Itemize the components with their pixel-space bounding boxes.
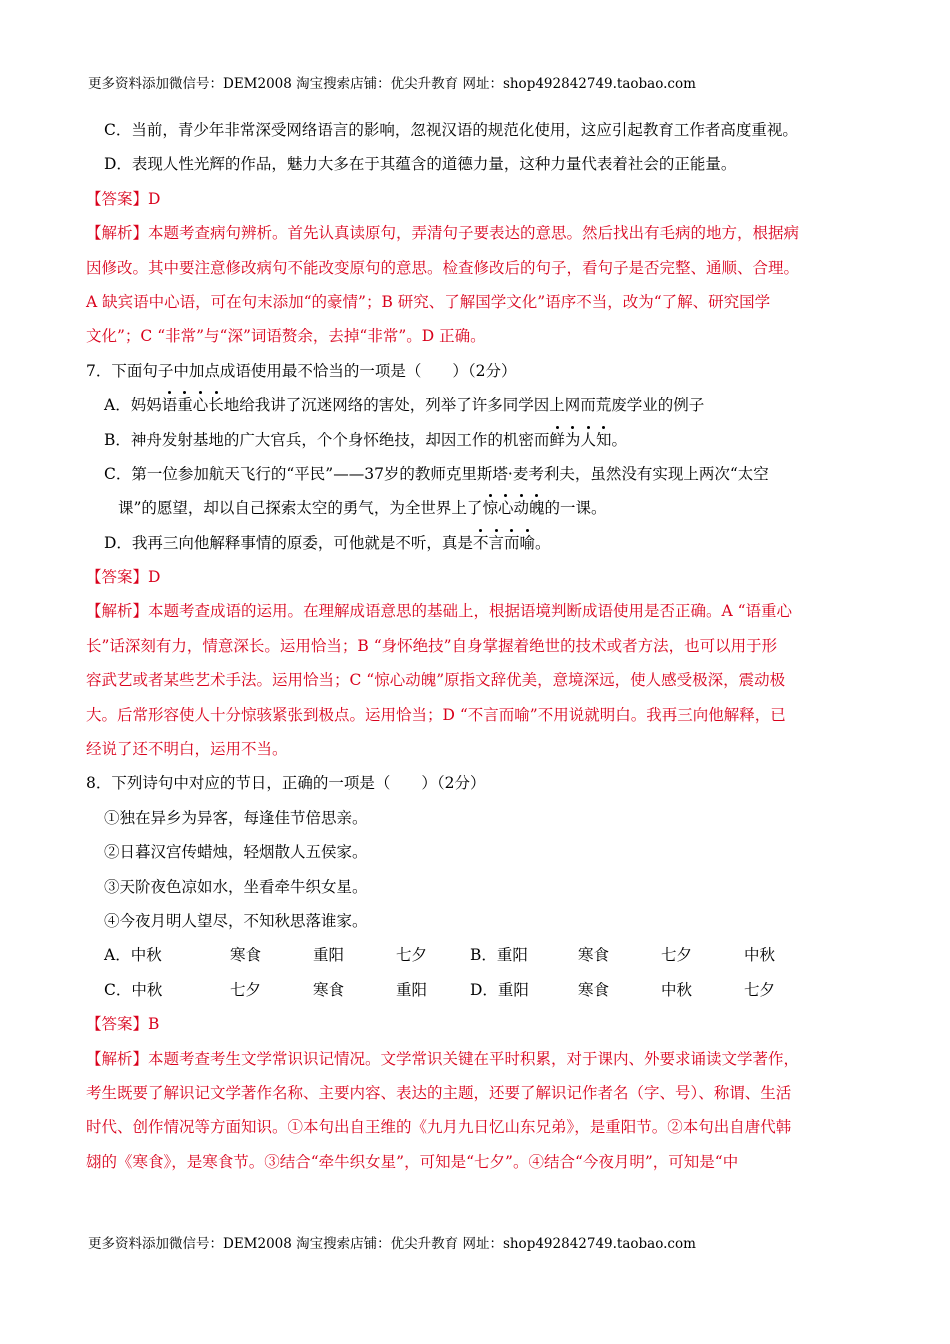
option-cell: 七夕 [230,980,262,999]
dotted-char: 长 [208,388,224,422]
option-cell: 七夕 [744,980,776,999]
q7-analysis-line-4: 大。后常形容使人十分惊骇紧张到极点。运用恰当；D “不言而喻”不用说就明白。我再三向他解释，已 [86,705,786,724]
q8-analysis-line-2: 考生既要了解识记文学著作名称、主要内容、表达的主题，还要了解识记作者名（字、号）、称谓、生活 [86,1083,792,1102]
q7-option-d-post: 。 [535,533,551,552]
option-cell: 七夕 [661,946,693,965]
q7-option-c-pre: 课”的愿望，却以自己探索太空的勇气，为全世界上了 [118,499,483,518]
option-cell: 寒食 [578,980,610,999]
q7-option-b-post: 。 [611,430,627,449]
option-cell: 重阳 [396,980,428,999]
q8-poem-1: ①独在异乡为异客，每逢佳节倍思亲。 [104,808,368,827]
option-cell: 寒食 [230,946,262,965]
q7-analysis-line-1: 【解析】本题考查成语的运用。在理解成语意思的基础上，根据语境判断成语使用是否正确。A “语重心 [86,602,793,621]
dotted-char: 言 [488,526,504,560]
q7-analysis-line-3: 容武艺或者某些艺术手法。运用恰当；C “惊心动魄”原指文辞优美，意境深远，使人感受极深，震动极 [86,671,786,690]
q8-poem-3: ③天阶夜色凉如水，坐看牵牛织女星。 [104,877,368,896]
page-header: 更多资料添加微信号：DEM2008 淘宝搜索店铺：优尖升教育 网址：shop492842749.taobao.com [88,76,696,92]
dotted-char: 人 [580,423,596,457]
option-cell: 中秋 [744,946,776,965]
option-cell: 中秋 [661,980,693,999]
dotted-char: 不 [473,526,489,560]
q8-options-row-2 [86,973,866,1007]
dotted-char: 喻 [519,526,535,560]
option-cell: 寒食 [313,980,345,999]
q7-option-a-pre: A．妈妈 [104,396,162,415]
document-body [86,113,866,1179]
q6-analysis-line-1: 【解析】本题考查病句辨析。首先认真读原句，弄清句子要表达的意思。然后找出有毛病的地方，根据病 [86,224,800,243]
q8-stem: 8．下列诗句中对应的节日，正确的一项是（ ）（2分） [86,774,486,793]
q6-analysis-line-4: 文化”；C “非常”与“深”词语赘余，去掉“非常”。D 正确。 [86,327,486,346]
dotted-char: 鲜 [549,423,565,457]
option-cell: A．中秋 [104,946,162,965]
q8-answer: 【答案】B [86,1015,160,1034]
option-cell: 七夕 [396,946,428,965]
q8-poem-2: ②日暮汉宫传蜡烛，轻烟散人五侯家。 [104,843,368,862]
q7-analysis-line-5: 经说了还不明白，运用不当。 [86,740,288,759]
q6-option-c: C．当前，青少年非常深受网络语言的影响，忽视汉语的规范化使用，这应引起教育工作者高度重视。 [104,121,798,139]
q7-option-b [86,423,866,457]
dotted-char: 心 [193,388,209,422]
dotted-char: 惊 [482,491,498,525]
q7-option-b-pre: B．神舟发射基地的广大官兵，个个身怀绝技，却因工作的机密而 [104,430,550,449]
option-cell: 寒食 [578,946,610,965]
q7-option-a-post: 地给我讲了沉迷网络的害处，列举了许多同学因上网而荒废学业的例子 [223,396,705,415]
option-cell: C．中秋 [104,980,163,999]
q7-option-c-post: 的一课。 [544,499,607,518]
option-cell: 重阳 [313,946,345,965]
q6-answer: 【答案】D [86,189,161,208]
q8-analysis-line-4: 翃的《寒食》，是寒食节。③结合“牵牛织女星”，可知是“七夕”。④结合“今夜月明”，可知是“中 [86,1152,739,1171]
q7-option-d [86,526,866,560]
q7-answer: 【答案】D [86,568,161,587]
option-cell: B．重阳 [470,946,528,965]
dotted-char: 语 [162,388,178,422]
dotted-char: 为 [565,423,581,457]
q6-option-d: D．表现人性光辉的作品，魅力大多在于其蕴含的道德力量，这种力量代表着社会的正能量。 [104,155,737,174]
dotted-char: 动 [513,491,529,525]
dotted-char: 重 [177,388,193,422]
q8-poem-4: ④今夜月明人望尽，不知秋思落谁家。 [104,911,368,930]
dotted-char: 心 [498,491,514,525]
option-cell: D．重阳 [470,980,529,999]
dotted-char: 知 [596,423,612,457]
q7-option-a [86,388,866,422]
q7-option-c-line-1: C．第一位参加航天飞行的“平民”——37岁的教师克里斯塔·麦考利夫，虽然没有实现上两次“太空 [104,464,769,483]
q7-option-d-pre: D．我再三向他解释事情的原委，可他就是不听，真是 [104,533,473,552]
page-footer: 更多资料添加微信号：DEM2008 淘宝搜索店铺：优尖升教育 网址：shop492842749.taobao.com [88,1236,696,1252]
q8-options-row-1 [86,938,866,972]
q8-analysis-line-1: 【解析】本题考查考生文学常识识记情况。文学常识关键在平时积累，对于课内、外要求诵读文学著作， [86,1049,800,1068]
q8-analysis-line-3: 时代、创作情况等方面知识。①本句出自王维的《九月九日忆山东兄弟》，是重阳节。②本句出自唐代韩 [86,1118,792,1137]
q6-analysis-line-2: 因修改。其中要注意修改病句不能改变原句的意思。检查修改后的句子，看句子是否完整、通顺、合理。 [86,258,800,277]
dotted-char: 魄 [529,491,545,525]
q7-stem: 7．下面句子中加点成语使用最不恰当的一项是（ ）（2分） [86,361,517,380]
q6-analysis-line-3: A 缺宾语中心语，可在句末添加“的豪情”；B 研究、了解国学文化”语序不当，改为“了解、研究国学 [86,292,771,311]
q7-option-c-line-2 [86,491,866,525]
q7-analysis-line-2: 长”话深刻有力，情意深长。运用恰当；B “身怀绝技”自身掌握着绝世的技术或者方法，也可以用于形 [86,636,778,655]
dotted-char: 而 [504,526,520,560]
